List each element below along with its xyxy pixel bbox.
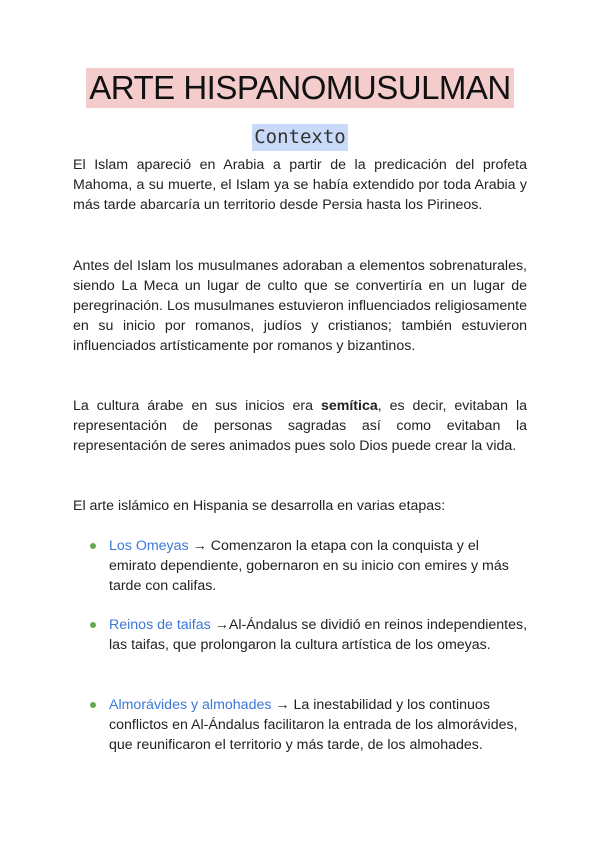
list-item-description: → Comenzaron la etapa con la conquista y el emirato dependiente, gobernaron en su inicio con emires y más tarde con califas. xyxy=(109,538,509,594)
title-row xyxy=(0,68,600,108)
list-item-term[interactable]: Almorávides y almohades xyxy=(109,697,272,713)
section-heading: Contexto xyxy=(252,124,348,151)
bullet-dot-icon xyxy=(90,543,96,549)
bullet-dot-icon xyxy=(90,622,96,628)
subtitle-row xyxy=(0,124,600,151)
bold-term: semítica xyxy=(320,398,378,414)
bullet-dot-icon xyxy=(90,702,96,708)
paragraph-text: , es decir, evitaban la representación de personas sagradas así como evitaban la representación de seres animados pues solo Dios puede crear la vida. xyxy=(73,398,527,454)
list-item-text xyxy=(109,536,529,596)
list-item-description: → La inestabilidad y los continuos conflictos en Al-Ándalus facilitaron la entrada de los almorávides, que reunificaron el territorio y más tarde, de los almohades. xyxy=(109,697,518,753)
paragraph-stages-intro: El arte islámico en Hispania se desarrolla en varias etapas: xyxy=(73,498,446,514)
paragraph-text: La cultura árabe en sus inicios era xyxy=(73,398,321,414)
list-item-description: →Al-Ándalus se dividió en reinos independientes, las taifas, que prolongaron la cultura artística de los omeyas. xyxy=(109,617,528,653)
paragraph-before-islam: Antes del Islam los musulmanes adoraban a elementos sobrenaturales, siendo La Meca un lugar de culto que se convertiría en un lugar de peregrinación. Los musulmanes estuvieron influenciados religiosamente en su inicio por romanos, judíos y cristianos; también estuvieron influenciados artísticamente por romanos y bizantinos. xyxy=(73,258,527,354)
paragraph-semitic-culture xyxy=(73,396,527,456)
page-title: ARTE HISPANOMUSULMAN xyxy=(86,68,514,108)
paragraph-islam-origin: El Islam apareció en Arabia a partir de la predicación del profeta Mahoma, a su muerte, el Islam ya se había extendido por toda Arabia y más tarde abarcaría un territorio desde Persia hasta los Pirineos. xyxy=(73,157,527,213)
list-item-text xyxy=(109,615,529,655)
list-item-term[interactable]: Los Omeyas xyxy=(109,538,189,554)
list-item-text xyxy=(109,695,529,755)
list-item-term[interactable]: Reinos de taifas xyxy=(109,617,211,633)
